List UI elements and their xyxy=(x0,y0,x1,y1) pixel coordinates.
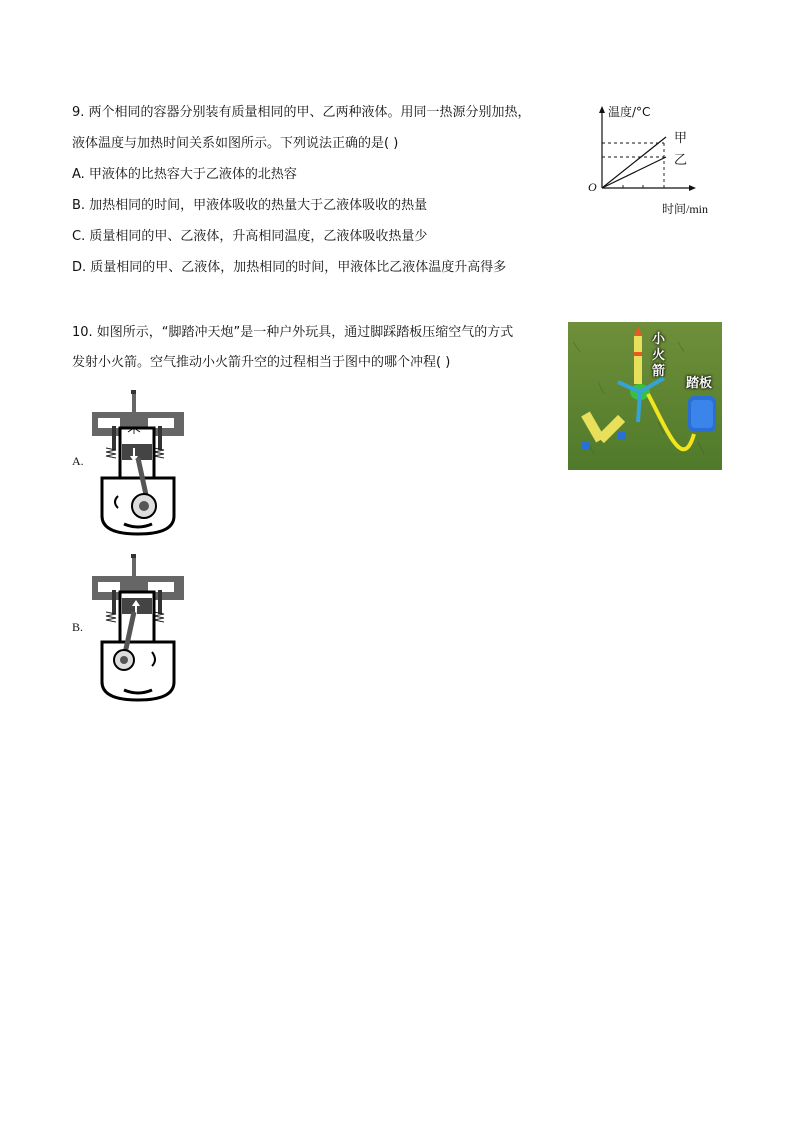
graph-origin: O xyxy=(588,180,597,194)
q10-stem-line2: 发射小火箭。空气推动小火箭升空的过程相当于图中的哪个冲程( ) xyxy=(72,355,451,370)
q9-option-d: D. 质量相同的甲、乙液体，加热相同的时间，甲液体比乙液体温度升高得多 xyxy=(72,260,507,275)
photo-label-rocket-3: 箭 xyxy=(652,364,666,379)
photo-label-pedal: 踏板 xyxy=(686,376,713,391)
q10-stem-line1: 10. 如图所示，“脚踏冲天炮”是一种户外玩具，通过脚踩踏板压缩空气的方式 xyxy=(72,325,514,340)
q9-option-c: C. 质量相同的甲、乙液体，升高相同温度，乙液体吸收热量少 xyxy=(72,229,428,244)
temperature-time-graph xyxy=(580,100,730,216)
graph-line-jia: 甲 xyxy=(674,131,688,146)
engine-diagram-b xyxy=(88,552,188,702)
graph-y-label: 温度/°C xyxy=(608,105,651,119)
photo-label-rocket-2: 火 xyxy=(652,348,666,363)
stomp-rocket-photo xyxy=(568,322,722,470)
q9-option-a: A. 甲液体的比热容大于乙液体的北热容 xyxy=(72,167,297,182)
graph-x-label: 时间/min xyxy=(662,202,709,216)
graph-line-yi: 乙 xyxy=(674,153,688,168)
photo-label-rocket-1: 小 xyxy=(652,332,666,347)
q10-option-a-label: A. xyxy=(72,454,84,468)
engine-diagram-a xyxy=(88,388,188,536)
q9-option-b: B. 加热相同的时间，甲液体吸收的热量大于乙液体吸收的热量 xyxy=(72,198,428,213)
q9-stem-line1: 9. 两个相同的容器分别装有质量相同的甲、乙两种液体。用同一热源分别加热， xyxy=(72,105,531,120)
q10-option-b-label: B. xyxy=(72,620,84,634)
q9-stem-line2: 液体温度与加热时间关系如图所示。下列说法正确的是( ) xyxy=(72,136,399,151)
